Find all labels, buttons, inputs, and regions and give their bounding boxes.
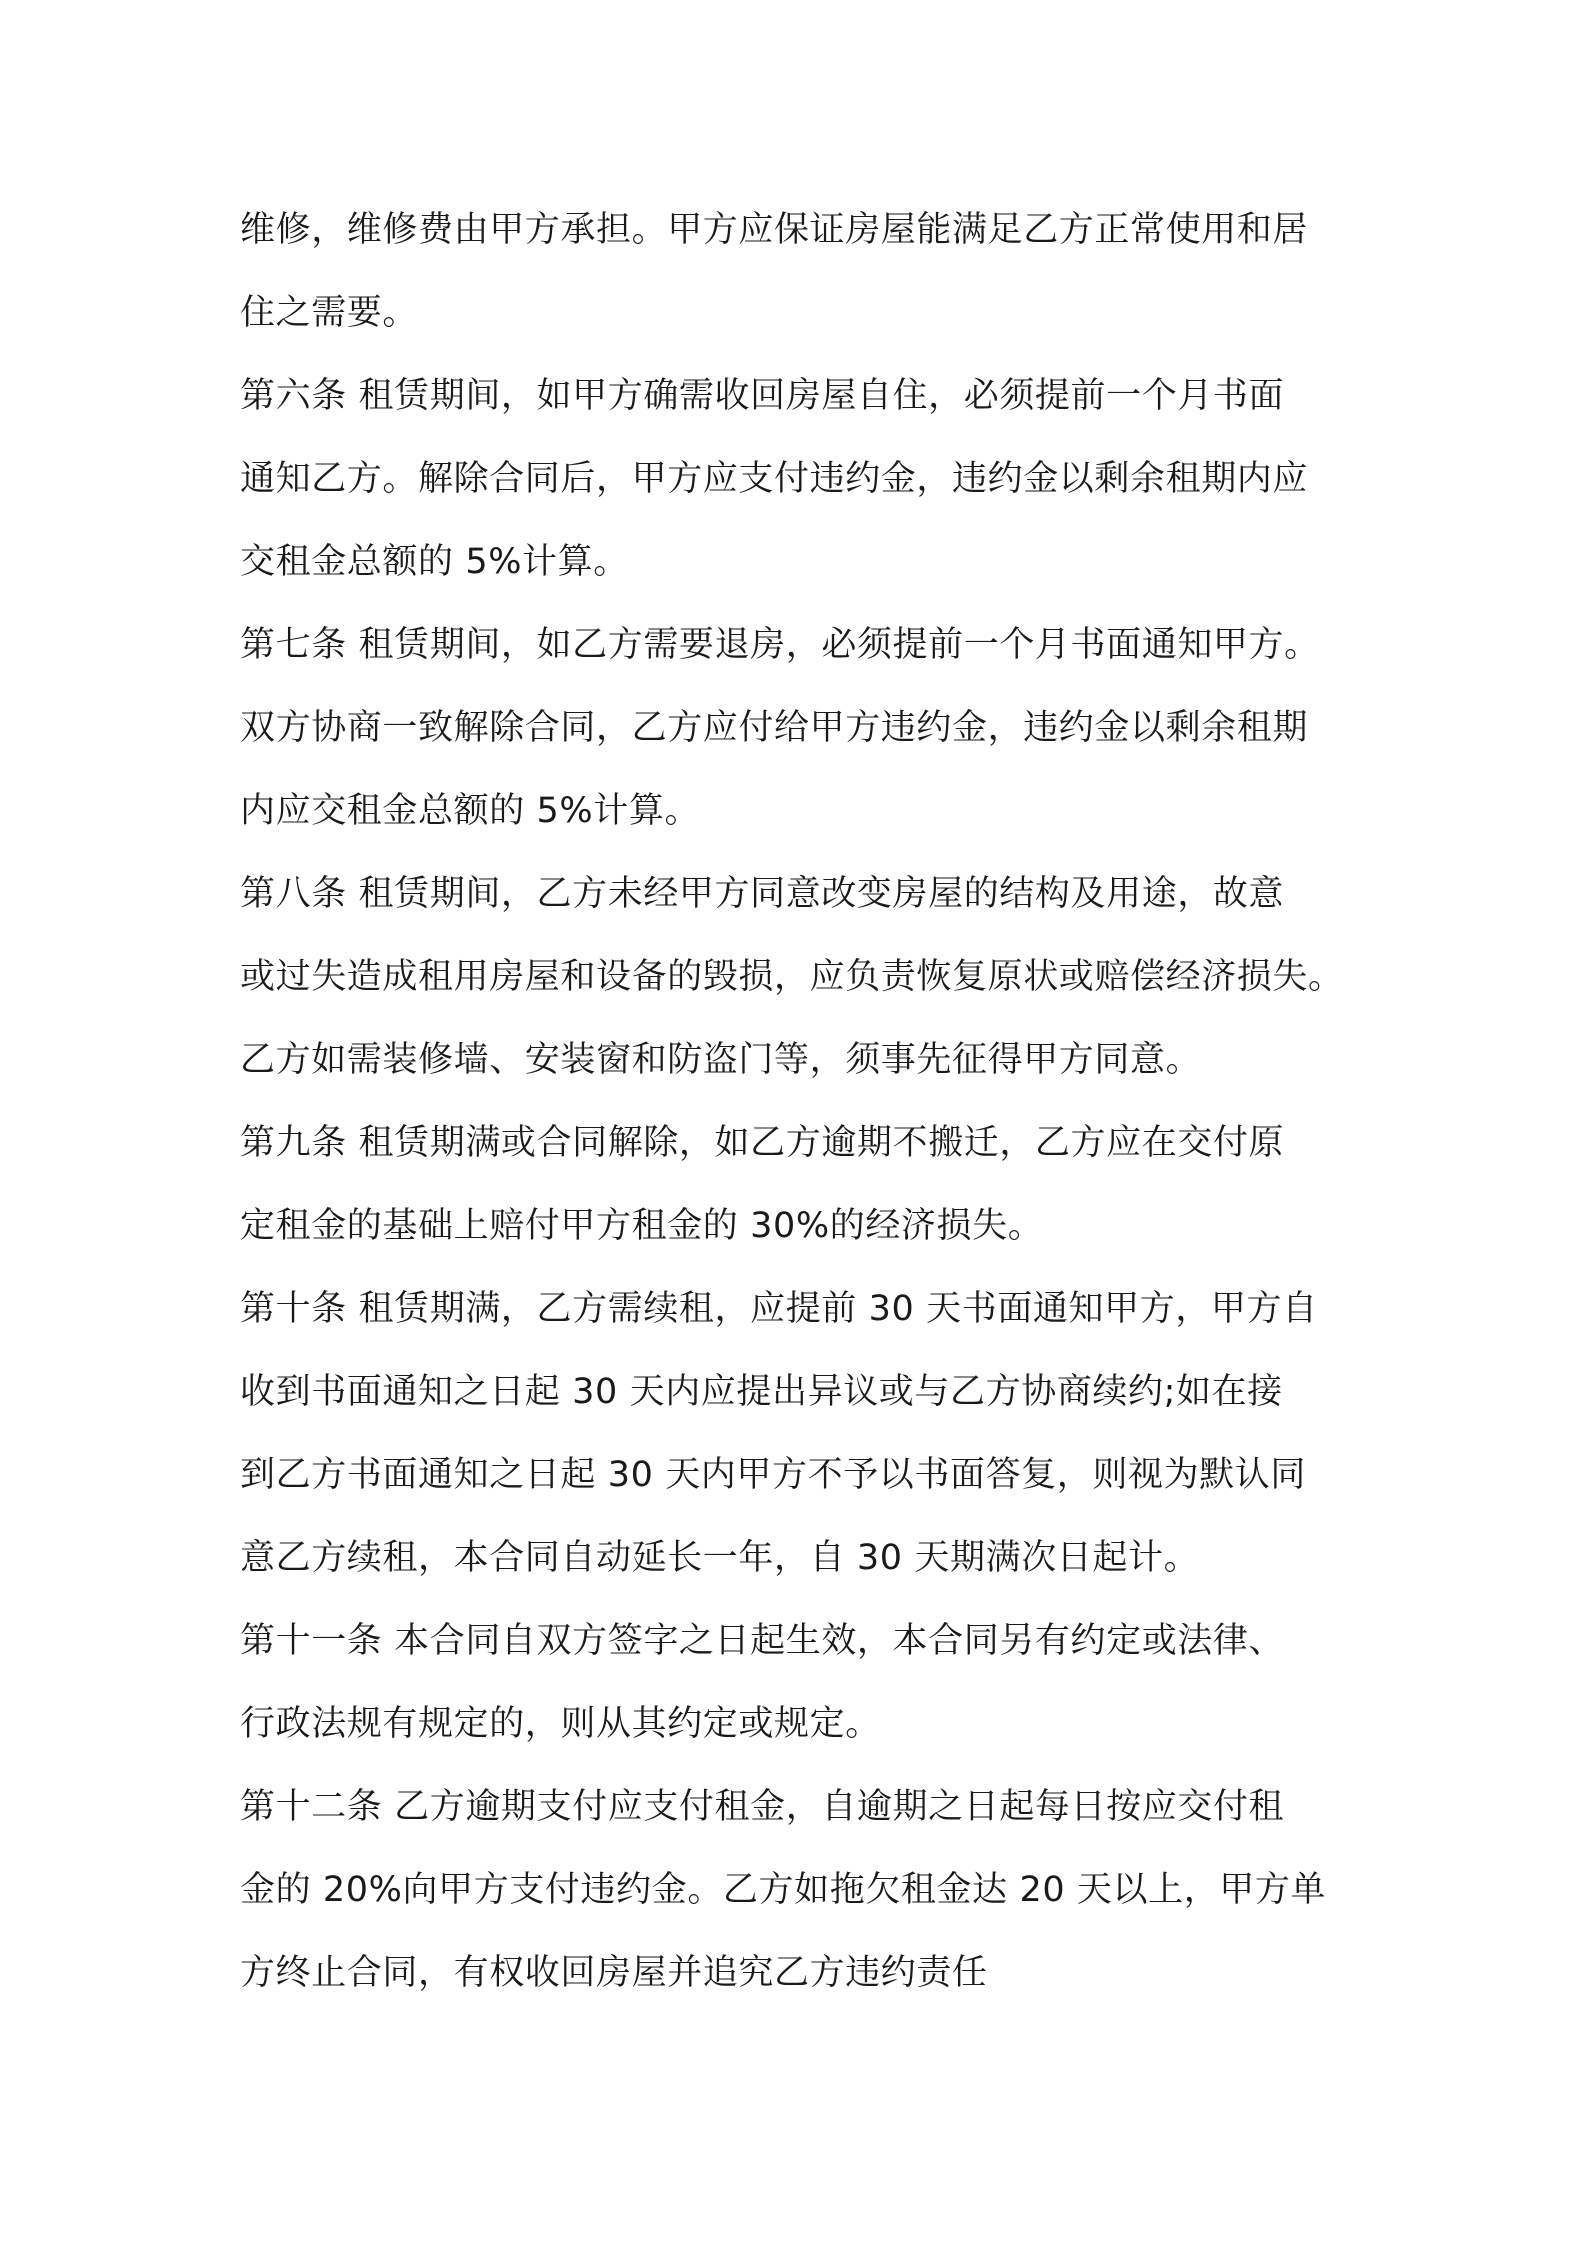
text-line: 收到书面通知之日起 30 天内应提出异议或与乙方协商续约;如在接 (240, 1372, 1283, 1412)
text-line: 第六条 租赁期间，如甲方确需收回房屋自住，必须提前一个月书面 (240, 376, 1285, 416)
text-line: 通知乙方。解除合同后，甲方应支付违约金，违约金以剩余租期内应 (240, 459, 1309, 499)
text-line: 交租金总额的 5%计算。 (240, 542, 629, 582)
text-line: 定租金的基础上赔付甲方租金的 30%的经济损失。 (240, 1206, 1044, 1246)
text-line: 第九条 租赁期满或合同解除，如乙方逾期不搬迁，乙方应在交付原 (240, 1123, 1285, 1163)
text-line: 乙方如需装修墙、安装窗和防盗门等，须事先征得甲方同意。 (240, 1040, 1202, 1080)
text-line: 维修，维修费由甲方承担。甲方应保证房屋能满足乙方正常使用和居 (240, 210, 1309, 250)
text-line: 双方协商一致解除合同，乙方应付给甲方违约金，违约金以剩余租期 (240, 708, 1309, 748)
text-line: 住之需要。 (240, 293, 419, 333)
text-line: 内应交租金总额的 5%计算。 (240, 791, 701, 831)
text-line: 第十一条 本合同自双方签字之日起生效，本合同另有约定或法律、 (240, 1621, 1285, 1661)
text-line: 第八条 租赁期间，乙方未经甲方同意改变房屋的结构及用途，故意 (240, 874, 1285, 914)
text-line: 方终止合同，有权收回房屋并追究乙方违约责任 (240, 1953, 988, 1993)
text-line: 金的 20%向甲方支付违约金。乙方如拖欠租金达 20 天以上，甲方单 (240, 1870, 1327, 1910)
text-line: 到乙方书面通知之日起 30 天内甲方不予以书面答复，则视为默认同 (240, 1455, 1306, 1495)
text-line: 行政法规有规定的，则从其约定或规定。 (240, 1704, 881, 1744)
text-line: 意乙方续租，本合同自动延长一年，自 30 天期满次日起计。 (240, 1538, 1200, 1578)
text-line: 第十条 租赁期满，乙方需续租，应提前 30 天书面通知甲方，甲方自 (240, 1289, 1318, 1329)
text-line: 第七条 租赁期间，如乙方需要退房，必须提前一个月书面通知甲方。 (240, 625, 1320, 665)
text-line: 或过失造成租用房屋和设备的毁损，应负责恢复原状或赔偿经济损失。 (240, 957, 1344, 997)
text-line: 第十二条 乙方逾期支付应支付租金，自逾期之日起每日按应交付租 (240, 1787, 1285, 1827)
